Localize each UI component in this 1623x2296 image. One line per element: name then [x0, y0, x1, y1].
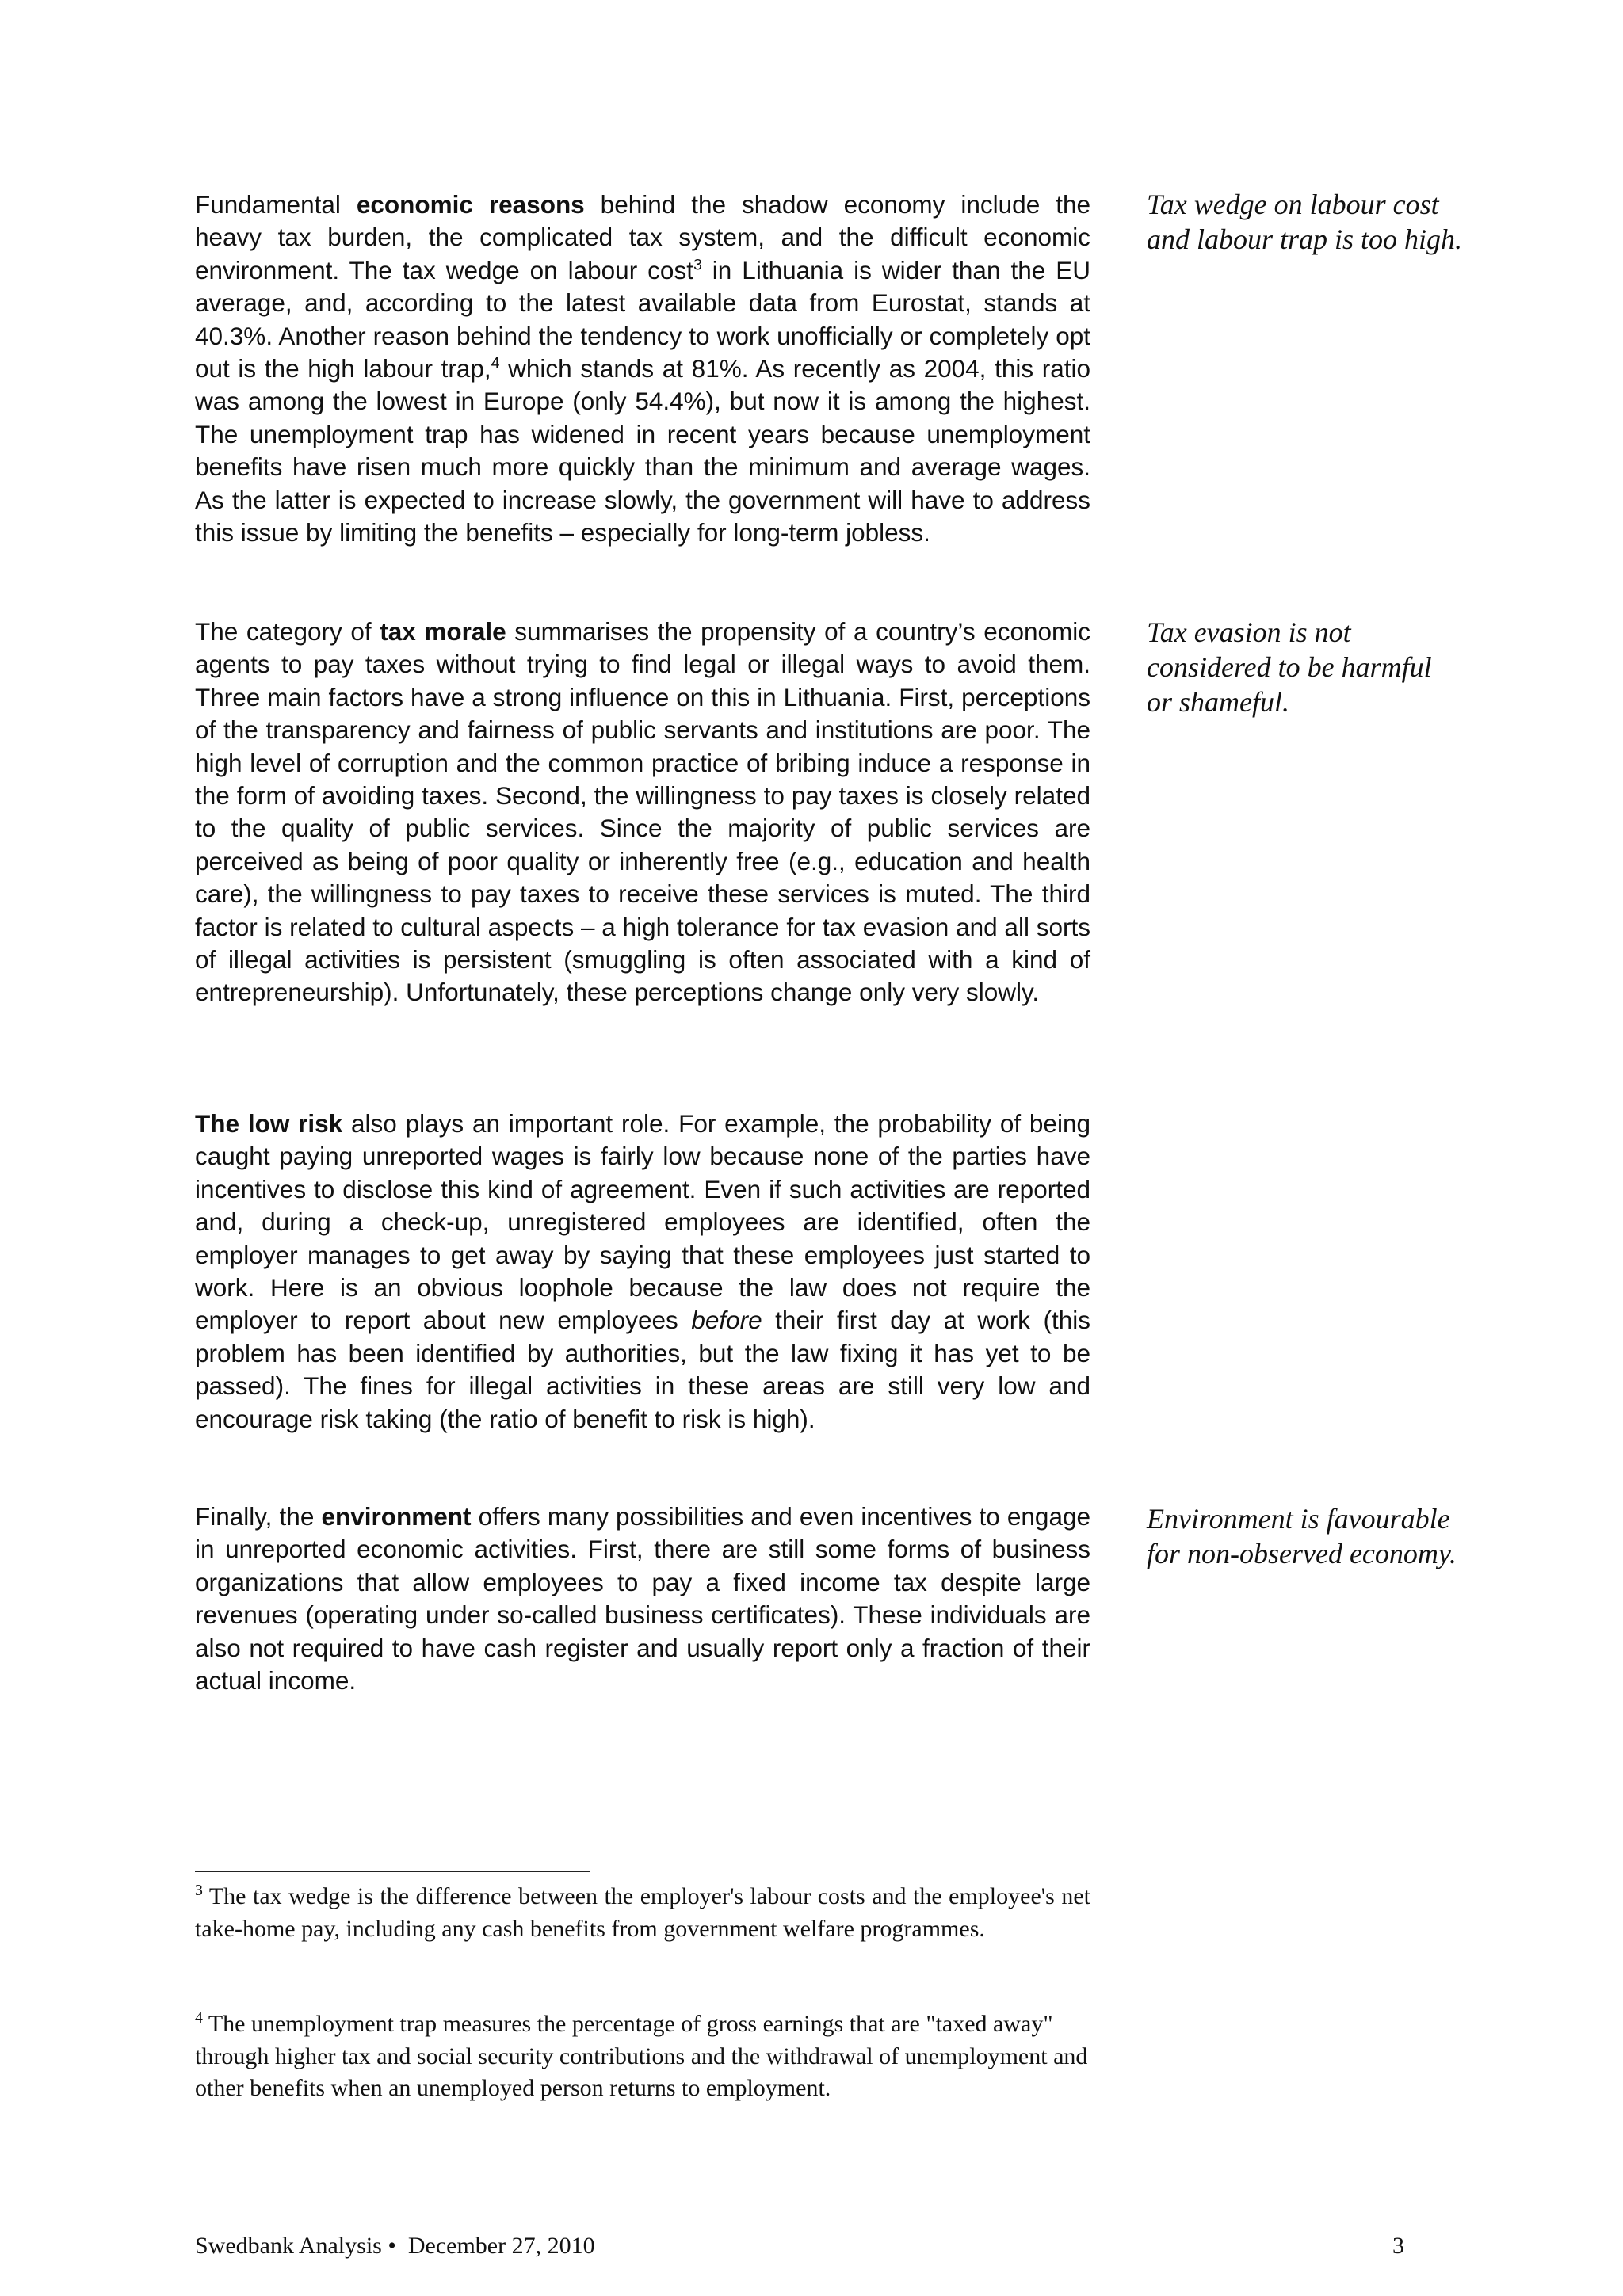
footnote-text: The unemployment trap measures the percentage of gross earnings that are "taxed away" through higher tax and social security contributions and the withdrawal of unemployment and other benefits when an unemployed person returns to employment. — [195, 2011, 1088, 2101]
paragraph-tax-morale — [195, 616, 1090, 1009]
footnote-mark-4: 4 — [195, 2009, 203, 2027]
bold-term-tax-morale: tax morale — [380, 617, 506, 646]
paragraph-text: also plays an important role. For example, the probability of being caught paying unreported wages is fairly low because none of the parties have incentives to disclose this kind of agreement. Even if such activities are reported and, during a check-up, unregistered employees are identified, often the employer manages to get away by saying that these employees just started to work. Here is an obvious loophole because the law does not require the employer to report about new employees — [195, 1109, 1090, 1335]
footnote-ref-3[interactable]: 3 — [693, 256, 702, 274]
margin-note-tax-wedge: Tax wedge on labour cost and labour trap is too high. — [1147, 189, 1463, 255]
page-number: 3 — [1392, 2233, 1404, 2259]
footnote-mark-3: 3 — [195, 1882, 203, 1899]
page-footer — [195, 2231, 595, 2261]
paragraph-text: in Lithuania is wider than the EU average, and, according to the latest available data from Eurostat, stands at 40.3%. Another reason behind the tendency to work unofficially or completely opt out is the high labour trap, — [195, 255, 1090, 383]
paragraph-text: summarises the propensity of a country’s economic agents to pay taxes without trying to find legal or illegal ways to avoid them. Three main factors have a strong influence on this in Lithuania. First, perceptions of the transparency and fairness of public servants and institutions are poor. The high level of corruption and the common practice of bribing induce a response in the form of avoiding taxes. Second, the willingness to pay taxes is closely related to the quality of public services. Since the majority of public services are perceived as being of poor quality or inherently free (e.g., education and health care), the willingness to pay taxes to receive these services is muted. The third factor is related to cultural aspects – a high tolerance for tax evasion and all sorts of illegal activities is persistent (smuggling is often associated with a kind of entrepreneurship). Unfortunately, these perceptions change only very slowly. — [195, 617, 1091, 1007]
italic-term-before: before — [691, 1306, 762, 1335]
paragraph-text: behind the shadow economy include the heavy tax burden, the complicated tax system, and the difficult economic environment. The tax wedge on labour cost — [195, 190, 1090, 284]
paragraph-text: Fundamental — [195, 190, 357, 219]
paragraph-text: their first day at work (this problem has been identified by authorities, but the law fixing it has yet to be passed). The fines for illegal activities in these areas are still very low and encourage risk taking (the ratio of benefit to risk is high). — [195, 1306, 1090, 1433]
paragraph-text: offers many possibilities and even incentives to engage in unreported economic activities. First, there are still some forms of business organizations that allow employees to pay a fixed income tax despite large revenues (operating under so-called business certificates). These individuals are also not required to have cash register and usually report only a fraction of their actual income. — [195, 1502, 1090, 1695]
footnote-4 — [195, 2008, 1090, 2105]
footer-date: December 27, 2010 — [407, 2233, 595, 2259]
paragraph-economic-reasons — [195, 189, 1090, 549]
footer-bullet: • — [388, 2233, 396, 2259]
margin-note-tax-evasion: Tax evasion is not considered to be harmful or shameful. — [1147, 616, 1432, 718]
footnote-ref-4[interactable]: 4 — [491, 354, 500, 372]
paragraph-text: The category of — [195, 617, 380, 646]
footnote-3 — [195, 1881, 1090, 1945]
paragraph-text: Finally, the — [195, 1502, 322, 1531]
margin-note-environment: Environment is favourable for non-observed economy. — [1147, 1503, 1457, 1569]
paragraph-low-risk — [195, 1108, 1090, 1436]
paragraph-text: which stands at 81%. As recently as 2004, this ratio was among the lowest in Europe (only 54.4%), but now it is among the highest. The unemployment trap has widened in recent years because unemployment benefits have risen much more quickly than the minimum and average wages. As the latter is expected to increase slowly, the government will have to address this issue by limiting the benefits – especially for long-term jobless. — [195, 354, 1090, 547]
bold-term-low-risk: The low risk — [195, 1109, 343, 1138]
footnote-divider — [195, 1871, 590, 1872]
footer-publication: Swedbank Analysis — [195, 2233, 382, 2259]
bold-term-economic-reasons: economic reasons — [356, 190, 585, 219]
footnote-text: The tax wedge is the difference between the employer's labour costs and the employee's net take-home pay, including any cash benefits from government welfare programmes. — [195, 1883, 1090, 1942]
paragraph-environment — [195, 1501, 1090, 1697]
bold-term-environment: environment — [321, 1502, 472, 1531]
